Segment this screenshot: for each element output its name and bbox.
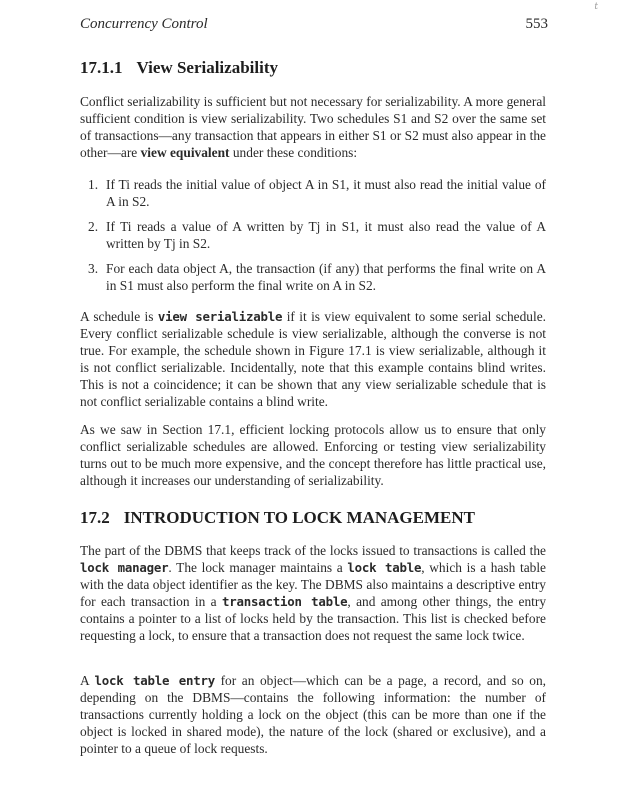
corner-mark: t	[594, 2, 598, 12]
list-item	[80, 218, 546, 252]
section-number: 17.2	[80, 508, 110, 527]
text: for an object—which can be a page, a record, and so on, depending on the DBMS—contains the following information: the number of transactions currently holding a lock on the object (this can be more than one if the object is locked in shared mode), the nature of the lock (shared or exclusive), and a pointer to a queue of lock requests.	[80, 673, 546, 756]
section-heading-17-2	[80, 508, 475, 528]
paragraph-lock-manager	[80, 542, 546, 644]
item-number: 3.	[88, 261, 99, 276]
paragraph-view-serializable	[80, 308, 546, 410]
paragraph-view-serializability-intro	[80, 93, 546, 161]
conditions-list	[80, 176, 546, 302]
term-lock-table-entry: lock table entry	[94, 673, 216, 688]
text: , and among other things, the entry contains a pointer to a list of locks held by the transaction. This list is checked before requesting a lock, to ensure that a transaction does not request the same lock twice.	[80, 594, 547, 643]
text: A schedule is	[80, 309, 158, 324]
text: Conflict serializability is sufficient but not necessary for serializability. A more general sufficient condition is view serializability. Two schedules S1 and S2 over the same set of transactions—any transaction that appears in either S1 or S2 must also appear in the other—are	[80, 94, 546, 160]
running-header	[80, 16, 548, 38]
term-lock-table: lock table	[347, 560, 422, 575]
running-title: Concurrency Control	[80, 16, 208, 32]
item-number: 2.	[88, 219, 99, 234]
section-title: INTRODUCTION TO LOCK MANAGEMENT	[123, 508, 475, 527]
text: under these conditions:	[229, 145, 358, 160]
subsection-title: View Serializability	[136, 58, 278, 77]
paragraph-locking-protocols: As we saw in Section 17.1, efficient locking protocols allow us to ensure that only conflict serializable schedules are allowed. Enforcing or testing view serializability turns out to be much more expensive, and the concept therefore has little practical use, although it increases our understanding of serializability.	[80, 422, 546, 488]
text: The part of the DBMS that keeps track of the locks issued to transactions is called the	[80, 543, 546, 558]
term-view-equivalent: view equivalent	[140, 145, 230, 160]
item-text: If Ti reads a value of A written by Tj in S1, it must also read the value of A written by Tj in S2.	[106, 219, 546, 251]
list-item	[80, 260, 546, 294]
page-number: 553	[525, 16, 548, 32]
list-item	[80, 176, 546, 210]
text: A	[80, 673, 95, 688]
subsection-number: 17.1.1	[80, 58, 123, 77]
item-number: 1.	[88, 177, 99, 192]
text: . The lock manager maintains a	[168, 560, 348, 575]
item-text: If Ti reads the initial value of object A in S1, it must also read the initial value of A in S2.	[106, 177, 546, 209]
subsection-heading-17-1-1	[80, 58, 278, 78]
text: if it is view equivalent to some serial schedule. Every conflict serializable schedule is view serializable, although the converse is not true. For example, the schedule shown in Figure 17.1 is view serializable, although it is not conflict serializable. Incidentally, note that this example contains blind writes. This is not a coincidence; it can be shown that any view serializable schedule that is not conflict serializable contains a blind write.	[80, 309, 546, 409]
term-lock-manager: lock manager	[80, 560, 169, 575]
item-text: For each data object A, the transaction (if any) that performs the final write on A in S1 must also perform the final write on A in S2.	[106, 261, 546, 293]
term-view-serializable: view serializable	[157, 309, 283, 324]
text: , which is a hash table with the data object identifier as the key. The DBMS also maintains a descriptive entry for each transaction in a	[80, 560, 546, 609]
paragraph-lock-table-entry	[80, 672, 546, 757]
term-transaction-table: transaction table	[221, 594, 348, 609]
